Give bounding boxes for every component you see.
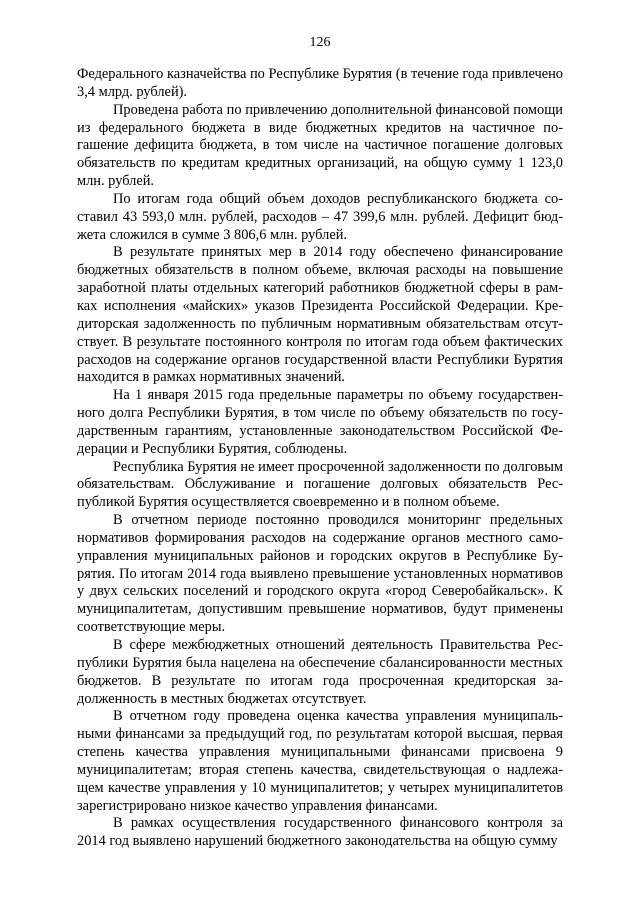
paragraph-7: В отчетном периоде постоянно проводился мониторинг предельных нормативов формирования расходов на содержание органов местного самоуправления муниципальных районов и городских округов в Республике Бурятия. По итогам 2014 года выявлено превышение установленных нормативов у двух сельских поселений и городского округа «город Северобайкальск». К муниципалитетам, допустившим превышение нормативов, будут применены соответствующие меры. xyxy=(77,512,563,636)
page-number: 126 xyxy=(309,35,331,50)
paragraph-9: В отчетном году проведена оценка качества управления муниципальными финансами за предыдущий год, по результатам которой высшая, первая степень качества управления муниципальными финансами присвоена 9 муниципалитетам; вторая степень качества, свидетельствующая о надлежащем качестве управления у 10 муниципалитетов; у четырех муниципалитетов зарегистрировано низкое качество управления финансами. xyxy=(77,708,563,814)
document-page xyxy=(77,34,563,851)
paragraph-1: Федерального казначейства по Республике Бурятия (в течение года привлечено 3,4 млрд. рублей). xyxy=(77,66,563,100)
paragraph-10: В рамках осуществления государственного финансового контроля за 2014 год выявлено нарушений бюджетного законодательства на общую сумму xyxy=(77,815,563,850)
paragraph-8: В сфере межбюджетных отношений деятельность Правительства Республики Бурятия была нацелена на обеспечение сбалансированности местных бюджетов. В результате по итогам года просроченная кредиторская задолженность в местных бюджетах отсутствует. xyxy=(77,637,563,707)
paragraph-3: По итогам года общий объем доходов республиканского бюджета составил 43 593,0 млн. рублей, расходов – 47 399,6 млн. рублей. Дефицит бюджета сложился в сумме 3 806,6 млн. рублей. xyxy=(77,190,563,243)
paragraph-2: Проведена работа по привлечению дополнительной финансовой помощи из федерального бюджета в виде бюджетных кредитов на частичное погашение дефицита бюджета, в том числе на частичное погашение долговых обязательств по кредитам кредитных организаций, на общую сумму 1 123,0 млн. рублей. xyxy=(77,101,563,190)
document-body xyxy=(77,66,563,851)
paragraph-6: Республика Бурятия не имеет просроченной задолженности по долговым обязательствам. Обслуживание и погашение долговых обязательств Республикой Бурятия осуществляется своевременно и в полном объеме. xyxy=(77,458,563,511)
paragraph-5: На 1 января 2015 года предельные параметры по объему государственного долга Республики Бурятия, в том числе по объему обязательств по государственным гарантиям, установленные законодательством Российской Федерации и Республики Бурятия, соблюдены. xyxy=(77,387,563,457)
paragraph-4: В результате принятых мер в 2014 году обеспечено финансирование бюджетных обязательств в полном объеме, включая расходы на повышение заработной платы отдельных категорий работников бюджетной сферы в рамках исполнения «майских» указов Президента Российской Федерации. Кредиторская задолженность по публичным нормативным обязательствам отсутствует. В результате постоянного контроля по итогам года объем фактических расходов на содержание органов государственной власти Республики Бурятия находится в рамках нормативных значений. xyxy=(77,244,563,386)
